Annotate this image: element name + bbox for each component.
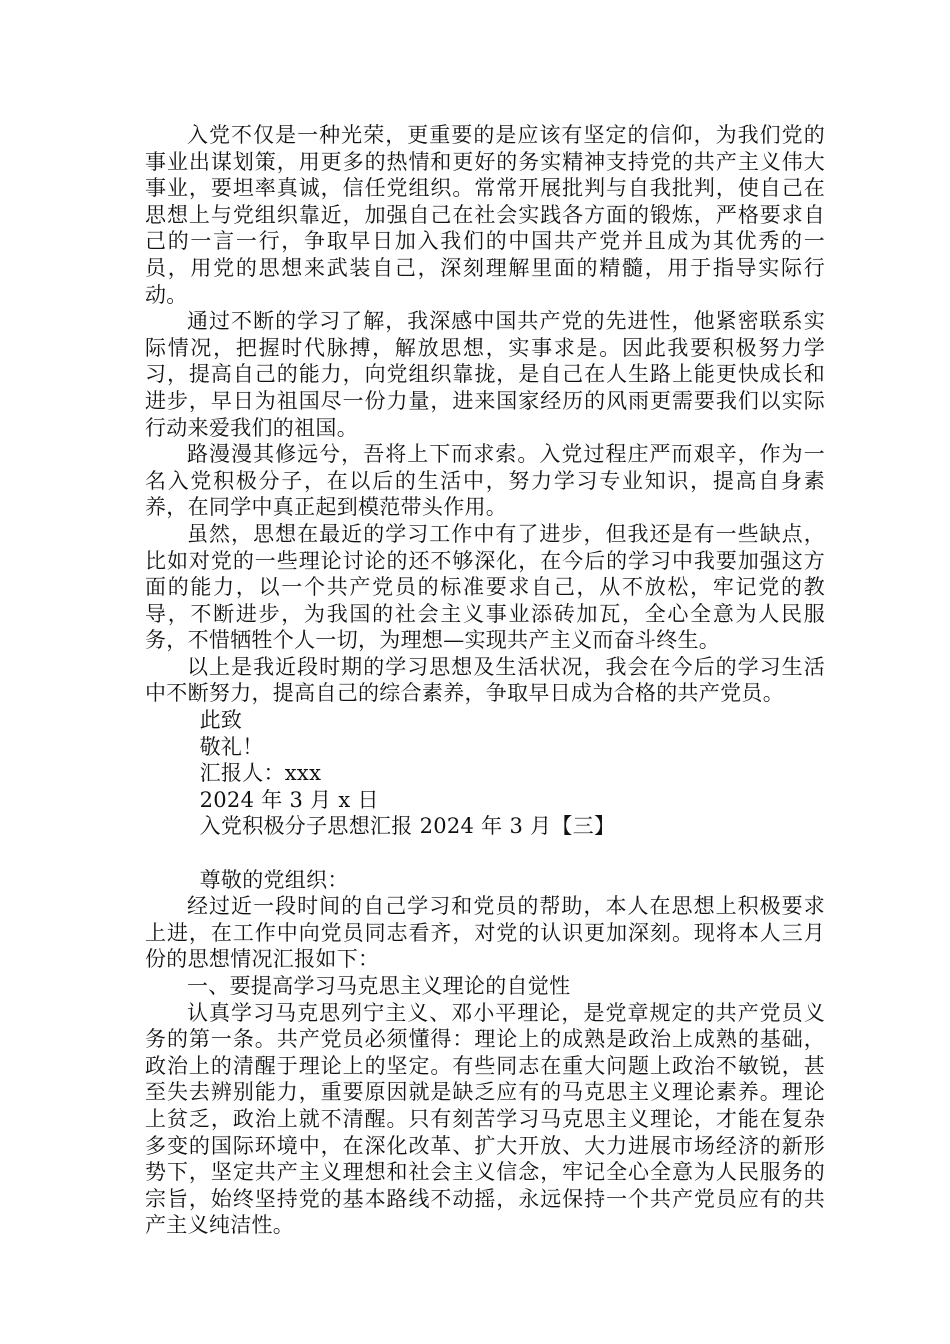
document-body (145, 122, 825, 1239)
next-report-title: 入党积极分子思想汇报 2024 年 3 月【三】 (199, 814, 616, 839)
paragraph-shortcomings: 虽然，思想在最近的学习工作中有了进步，但我还是有一些缺点，比如对党的一些理论讨论的还不够深化，在今后的学习中我要加强这方面的能力，以一个共产党员的标准要求自己，从不放松，牢记党的教导，不断进步，为我国的社会主义事业添砖加瓦，全心全意为人民服务，不惜牺牲个人一切，为理想—实现共产主义而奋斗终生。 (145, 521, 825, 653)
reporter-line: 汇报人：xxx (199, 761, 322, 786)
paragraph-pursuit: 路漫漫其修远兮，吾将上下而求索。入党过程庄严而艰辛，作为一名入党积极分子，在以后的生活中，努力学习专业知识，提高自身素养，在同学中真正起到模范带头作用。 (145, 442, 825, 520)
paragraph-summary: 以上是我近段时期的学习思想及生活状况，我会在今后的学习生活中不断努力，提高自己的综合素养，争取早日成为合格的共产党员。 (145, 654, 825, 706)
paragraph-theory: 认真学习马克思列宁主义、邓小平理论，是党章规定的共产党员义务的第一条。共产党员必须懂得：理论上的成熟是政治上成熟的基础，政治上的清醒于理论上的坚定。有些同志在重大问题上政治不敏锐，甚至失去辨别能力，重要原因就是缺乏应有的马克思主义理论素养。理论上贫乏，政治上就不清醒。只有刻苦学习马克思主义理论，才能在复杂多变的国际环境中，在深化改革、扩大开放、大力进展市场经济的新形势下，坚定共产主义理想和社会主义信念，牢记全心全意为人民服务的宗旨，始终坚持党的基本路线不动摇，永远保持一个共产党员应有的共产主义纯洁性。 (145, 1000, 825, 1238)
paragraph-intro: 经过近一段时间的自己学习和党员的帮助，本人在思想上积极要求上进，在工作中向党员同志看齐，对党的认识更加深刻。现将本人三月份的思想情况汇报如下： (145, 894, 825, 972)
greeting-line: 尊敬的党组织： (199, 867, 349, 892)
section-heading: 一、要提高学习马克思主义理论的自觉性 (187, 974, 571, 998)
paragraph-learning: 通过不断的学习了解，我深感中国共产党的先进性，他紧密联系实际情况，把握时代脉搏，解放思想，实事求是。因此我要积极努力学习，提高自己的能力，向党组织靠拢，是自己在人生路上能更快成长和进步，早日为祖国尽一份力量，进来国家经历的风雨更需要我们以实际行动来爱我们的祖国。 (145, 309, 825, 440)
closing-line: 此致 (199, 708, 243, 733)
salute-line: 敬礼！ (199, 734, 264, 759)
date-line: 2024 年 3 月 x 日 (199, 787, 379, 812)
blank-line (145, 840, 825, 867)
paragraph-faith: 入党不仅是一种光荣，更重要的是应该有坚定的信仰，为我们党的事业出谋划策，用更多的热情和更好的务实精神支持党的共产主义伟大事业，要坦率真诚，信任党组织。常常开展批判与自我批判，使自己在思想上与党组织靠近，加强自己在社会实践各方面的锻炼，严格要求自己的一言一行，争取早日加入我们的中国共产党并且成为其优秀的一员，用党的思想来武装自己，深刻理解里面的精髓，用于指导实际行动。 (145, 123, 825, 307)
